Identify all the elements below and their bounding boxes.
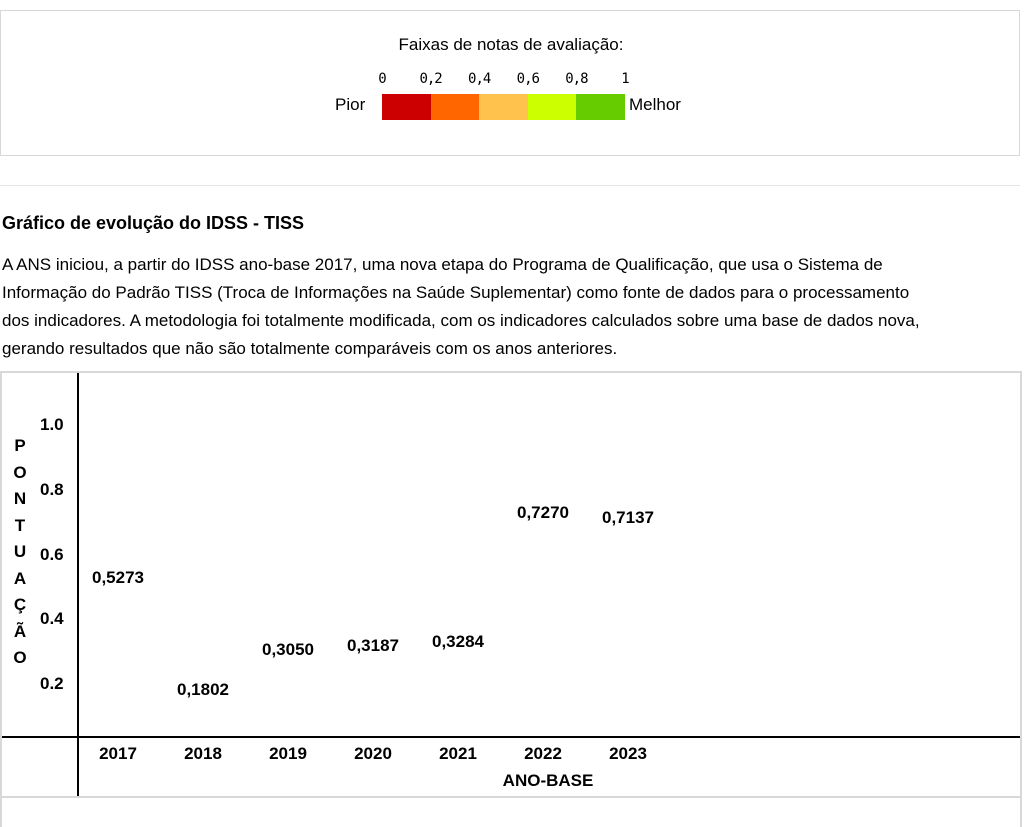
y-tick-label: 1.0 — [40, 415, 64, 434]
better-label: Melhor — [629, 95, 681, 114]
y-axis-title-letter: U — [13, 542, 27, 561]
y-tick-label: 0.6 — [40, 544, 64, 564]
worse-label: Pior — [335, 95, 366, 114]
y-tick-label: 0.4 — [40, 609, 64, 629]
rating-scale-tick: 1 — [621, 71, 629, 87]
description-line: gerando resultados que não são totalmente comparáveis com os anos anteriores. — [2, 339, 618, 358]
rating-scale-tick: 0,2 — [419, 71, 442, 87]
y-axis-title-letter: T — [14, 515, 26, 535]
rating-scale-tick: 0,4 — [468, 71, 491, 87]
y-axis-title-letter: Ç — [13, 595, 27, 614]
section-title: Gráfico de evolução do IDSS - TISS — [2, 213, 305, 233]
y-tick-label: 0.8 — [40, 479, 64, 499]
rating-band — [528, 94, 577, 120]
rating-scale-tick: 0 — [378, 71, 386, 87]
rating-scale-title: Faixas de notas de avaliação: — [398, 35, 624, 54]
x-tick-label: 2020 — [354, 744, 392, 763]
y-axis-title-letter: O — [13, 462, 27, 482]
y-axis-title-letter: A — [13, 568, 27, 588]
section-description — [2, 251, 1020, 363]
x-tick-label: 2023 — [609, 744, 647, 763]
y-axis-line — [77, 373, 79, 797]
rating-band — [382, 94, 431, 120]
x-tick-label: 2019 — [269, 744, 307, 763]
y-axis-title-letter: O — [13, 648, 27, 667]
y-axis-title-letter: Ã — [13, 621, 27, 641]
description-line: Informação do Padrão TISS (Troca de Informações na Saúde Suplementar) como fonte de dados para o processamento — [2, 283, 910, 302]
x-tick-label: 2022 — [524, 744, 562, 763]
y-axis-title-letter: P — [14, 436, 26, 455]
description-line: dos indicadores. A metodologia foi totalmente modificada, com os indicadores calculados sobre uma base de dados nova, — [2, 311, 920, 330]
rating-band — [431, 94, 480, 120]
rating-scale-tick: 0,6 — [516, 71, 539, 87]
data-point-label: 0,3050 — [262, 640, 314, 659]
data-point-label: 0,5273 — [92, 568, 144, 588]
section-divider — [0, 185, 1020, 186]
data-point-label: 0,7137 — [602, 507, 654, 527]
chart-bottom-border — [2, 796, 1020, 798]
x-tick-label: 2021 — [439, 744, 477, 763]
data-point-label: 0,1802 — [177, 680, 229, 700]
rating-band — [576, 94, 625, 120]
rating-scale-tick: 0,8 — [565, 71, 588, 87]
y-axis-title-letter: N — [13, 489, 27, 508]
x-axis-line — [2, 736, 1020, 738]
y-tick-label: 0.2 — [40, 674, 64, 693]
idss-chart-frame — [0, 371, 1022, 827]
x-axis-title: ANO-BASE — [502, 771, 594, 790]
rating-band — [479, 94, 528, 120]
x-tick-label: 2017 — [99, 744, 137, 763]
x-tick-label: 2018 — [184, 744, 222, 763]
description-line: A ANS iniciou, a partir do IDSS ano-base 2017, uma nova etapa do Programa de Qualificação, que usa o Sistema de — [2, 255, 883, 274]
data-point-label: 0,7270 — [517, 503, 569, 523]
rating-scale-panel — [0, 10, 1020, 156]
data-point-label: 0,3187 — [347, 635, 399, 655]
data-point-label: 0,3284 — [432, 632, 484, 652]
